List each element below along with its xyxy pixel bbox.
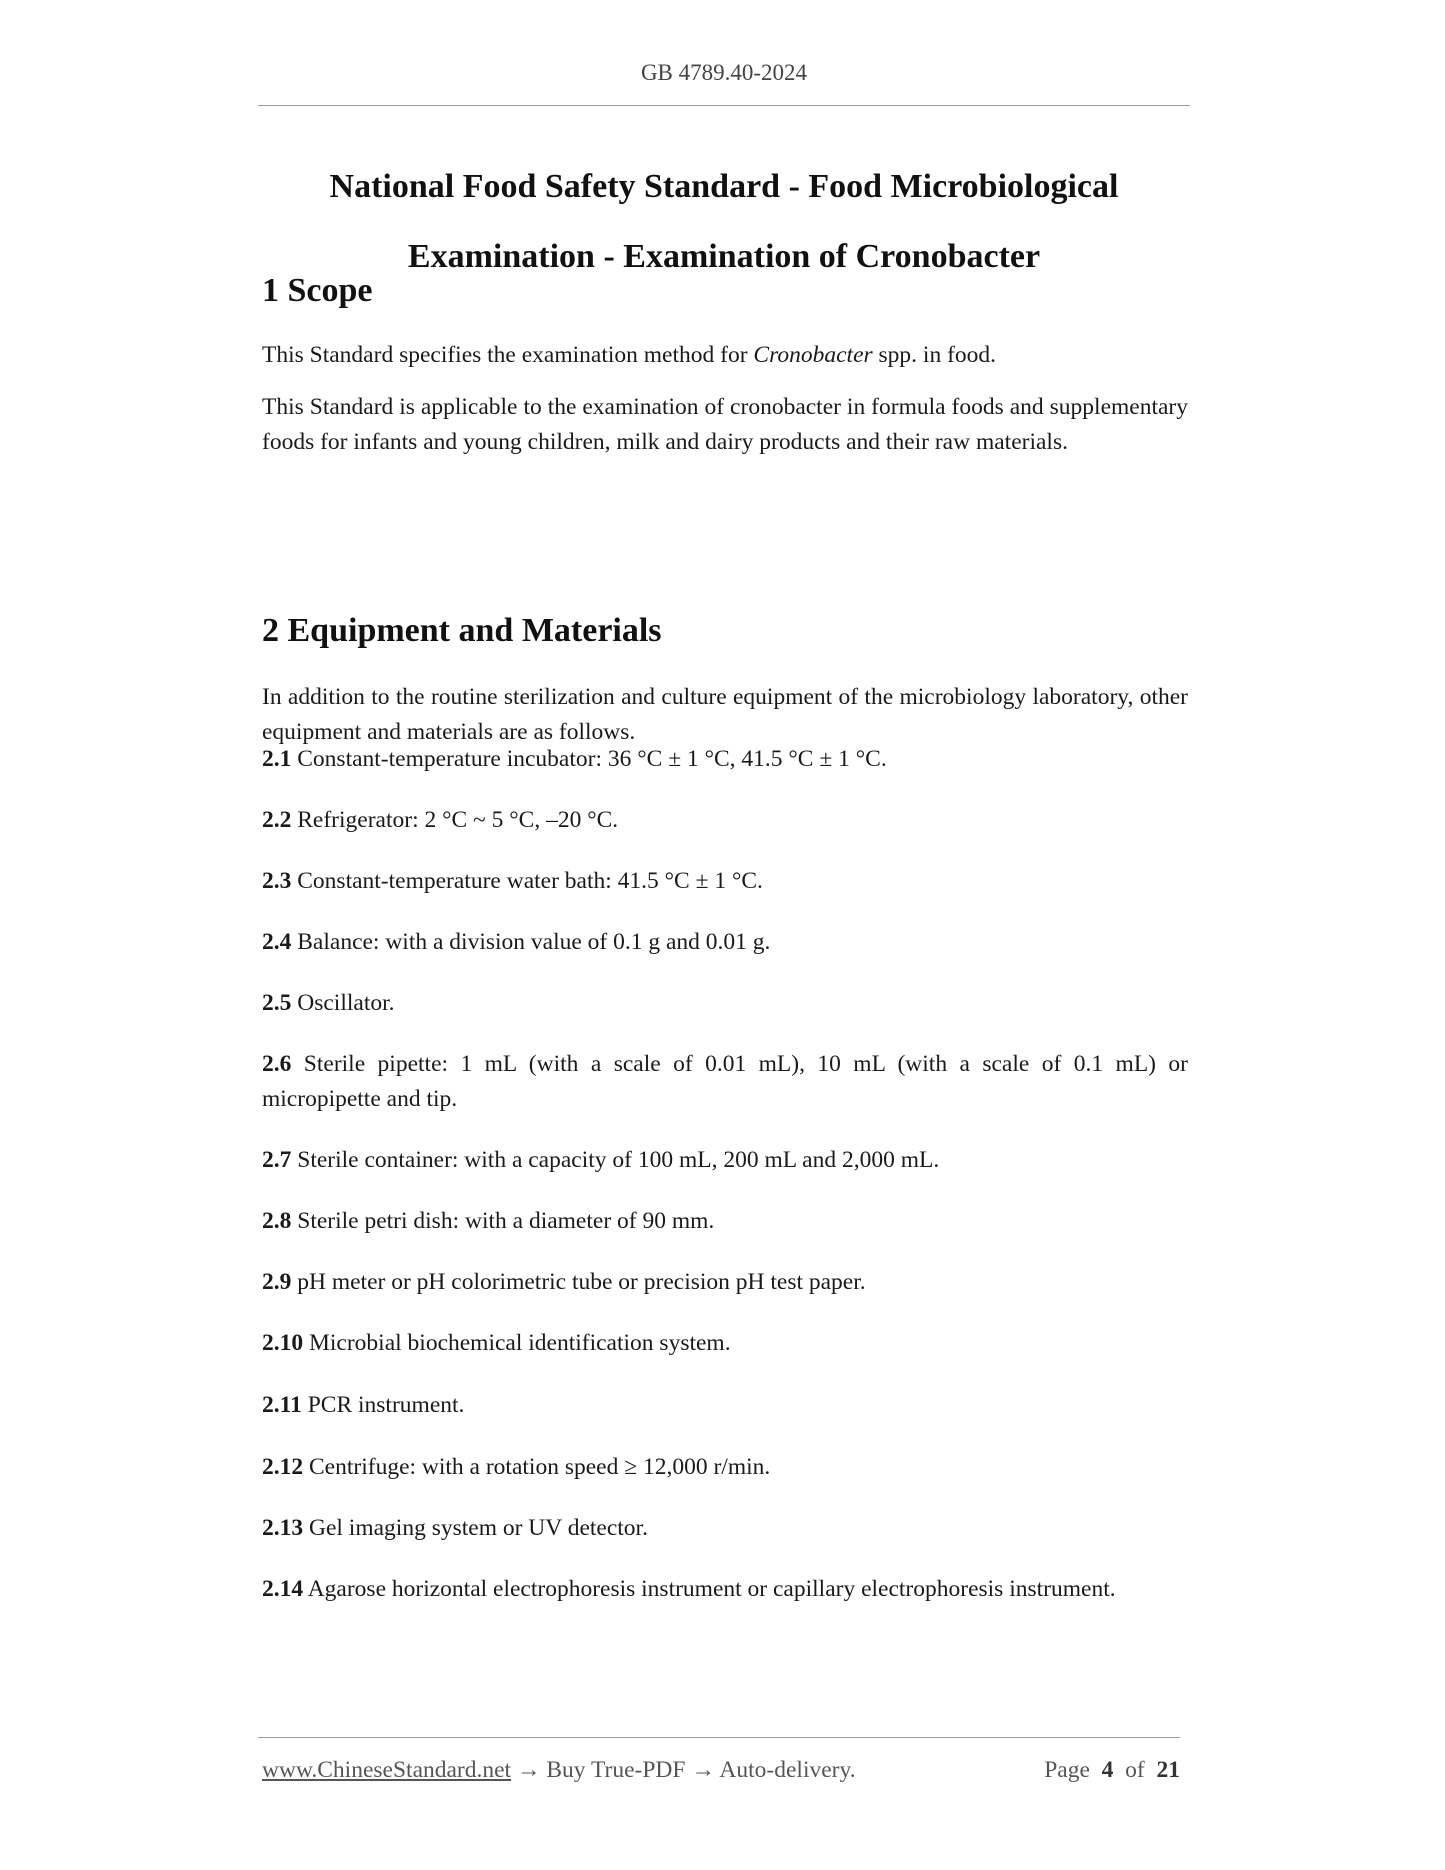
scope-p1-text-b: spp. in food. [872, 342, 997, 368]
item-number: 2.3 [262, 868, 292, 894]
equipment-intro-paragraph: In addition to the routine sterilization and culture equipment of the microbiology laboratory, other equipment and materials are as follows. [262, 684, 1188, 745]
item-number: 2.1 [262, 746, 292, 772]
item-number: 2.12 [262, 1454, 304, 1480]
footer-promo [262, 1757, 856, 1784]
equipment-item [262, 1572, 1188, 1607]
item-number: 2.13 [262, 1515, 304, 1541]
item-text: PCR instrument. [301, 1392, 465, 1418]
page-label: Page [1044, 1757, 1090, 1783]
equipment-item [262, 1204, 1188, 1239]
item-number: 2.5 [262, 990, 292, 1016]
item-text: Oscillator. [291, 990, 395, 1016]
scope-paragraph-1 [262, 338, 1188, 373]
item-number: 2.11 [262, 1392, 302, 1418]
scope-paragraph-2: This Standard is applicable to the examination of cronobacter in formula foods and supplementary foods for infants and young children, milk and dairy products and their raw materials. [262, 394, 1188, 455]
header-divider [258, 105, 1190, 106]
scope-p1-text-a: This Standard specifies the examination method for [262, 342, 754, 368]
item-text: Sterile pipette: 1 mL (with a scale of 0.01 mL), 10 mL (with a scale of 0.1 mL) or micropipette and tip. [262, 1051, 1188, 1112]
total-pages-number: 21 [1156, 1757, 1180, 1783]
website-link[interactable]: www.ChineseStandard.net [262, 1757, 512, 1783]
arrow-right-icon: → [685, 1757, 720, 1783]
equipment-item [262, 803, 1188, 838]
item-text: Constant-temperature incubator: 36 °C ± 1 °C, 41.5 °C ± 1 °C. [291, 746, 887, 772]
equipment-item [262, 742, 1188, 777]
section-2-heading: 2 Equipment and Materials [262, 612, 662, 649]
item-number: 2.10 [262, 1330, 304, 1356]
equipment-item [262, 864, 1188, 899]
equipment-item [262, 1047, 1188, 1117]
page-indicator [1044, 1757, 1180, 1784]
item-text: Balance: with a division value of 0.1 g and 0.01 g. [291, 929, 771, 955]
auto-delivery-text: Auto-delivery. [719, 1757, 856, 1783]
item-number: 2.8 [262, 1208, 292, 1234]
title-line-2: Examination - Examination of Cronobacter [407, 238, 1041, 275]
equipment-item [262, 986, 1188, 1021]
scope-p1-genus: Cronobacter [753, 342, 873, 368]
item-text: Agarose horizontal electrophoresis instrument or capillary electrophoresis instrument. [303, 1576, 1116, 1602]
document-code-header: GB 4789.40-2024 [640, 60, 808, 85]
equipment-item [262, 1511, 1188, 1546]
equipment-item [262, 925, 1188, 960]
item-number: 2.7 [262, 1147, 292, 1173]
equipment-item [262, 1265, 1188, 1300]
item-text: Gel imaging system or UV detector. [303, 1515, 648, 1541]
document-title [258, 152, 1190, 292]
equipment-item [262, 1143, 1188, 1178]
title-line-1: National Food Safety Standard - Food Microbiological [329, 168, 1119, 205]
item-text: Microbial biochemical identification system. [303, 1330, 731, 1356]
item-text: pH meter or pH colorimetric tube or precision pH test paper. [291, 1269, 866, 1295]
footer-divider [258, 1737, 1180, 1738]
section-1-heading: 1 Scope [262, 272, 373, 309]
equipment-item [262, 1326, 1188, 1361]
current-page-number: 4 [1101, 1757, 1114, 1783]
item-number: 2.4 [262, 929, 292, 955]
equipment-item [262, 1450, 1188, 1485]
equipment-item [262, 1388, 1188, 1423]
arrow-right-icon: → [511, 1757, 547, 1783]
item-number: 2.9 [262, 1269, 292, 1295]
buy-pdf-text: Buy True-PDF [546, 1757, 686, 1783]
item-text: Sterile petri dish: with a diameter of 90 mm. [291, 1208, 715, 1234]
item-text: Refrigerator: 2 °C ~ 5 °C, –20 °C. [291, 807, 619, 833]
item-number: 2.14 [262, 1576, 304, 1602]
item-text: Constant-temperature water bath: 41.5 °C ± 1 °C. [291, 868, 763, 894]
item-number: 2.2 [262, 807, 292, 833]
item-text: Centrifuge: with a rotation speed ≥ 12,000 r/min. [303, 1454, 771, 1480]
item-number: 2.6 [262, 1051, 292, 1077]
of-label: of [1125, 1757, 1145, 1783]
item-text: Sterile container: with a capacity of 100 mL, 200 mL and 2,000 mL. [291, 1147, 940, 1173]
